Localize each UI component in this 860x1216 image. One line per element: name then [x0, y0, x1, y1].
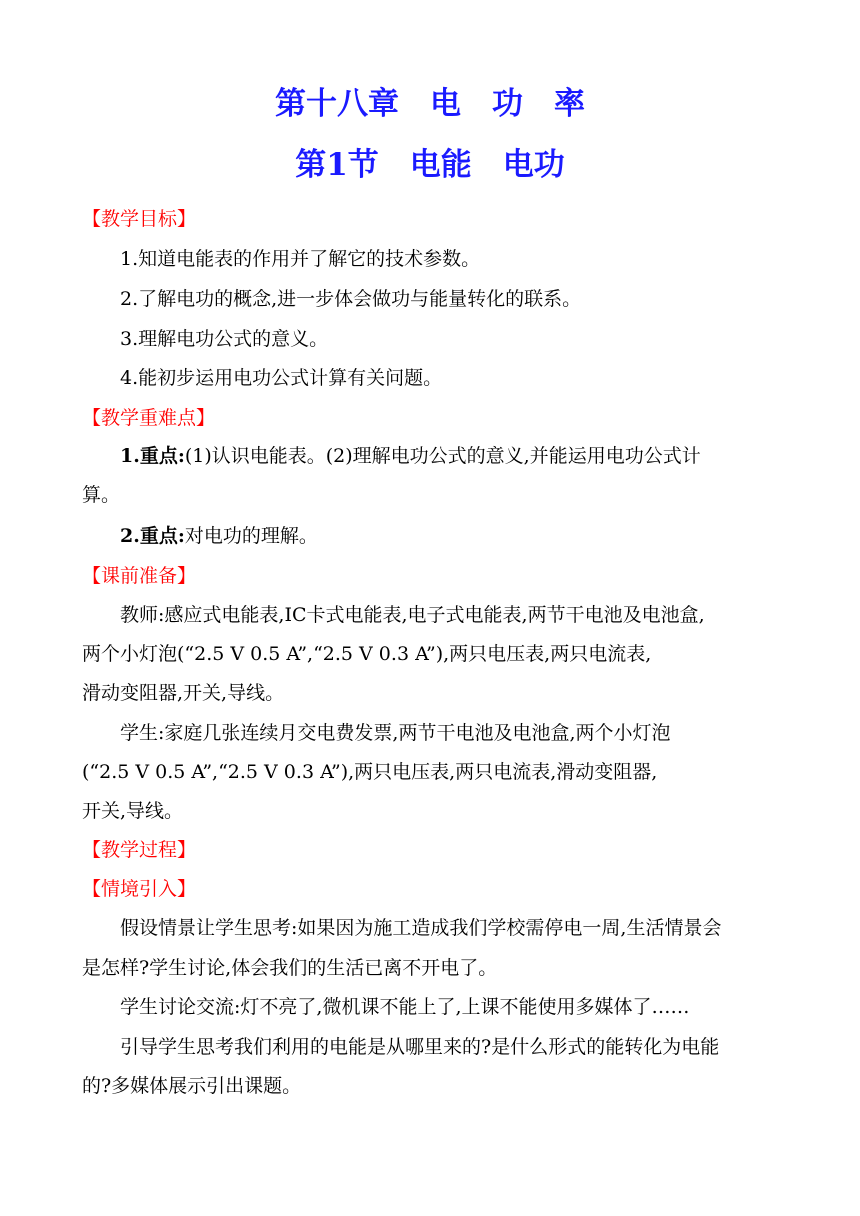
- intro-heading: 【情境引入】: [82, 878, 197, 900]
- objective-item: 4.能初步运用电功公式计算有关问题。: [120, 367, 443, 389]
- teacher-prep-line: 滑动变阻器,开关,导线。: [82, 682, 285, 704]
- objective-item: 1.知道电能表的作用并了解它的技术参数。: [120, 248, 481, 270]
- objective-item: 2.了解电功的概念,进一步体会做功与能量转化的联系。: [120, 288, 582, 310]
- intro-line: 学生讨论交流:灯不亮了,微机课不能上了,上课不能使用多媒体了……: [120, 996, 690, 1018]
- intro-line: 假设情景让学生思考:如果因为施工造成我们学校需停电一周,生活情景会: [120, 917, 722, 939]
- key-point-2-text: 对电功的理解。: [184, 525, 318, 547]
- key-point-1-label: 1.重点:: [120, 445, 185, 467]
- objectives-heading: 【教学目标】: [82, 208, 197, 230]
- chapter-title: 第十八章 电 功 率: [275, 86, 585, 122]
- intro-line: 是怎样?学生讨论,体会我们的生活已离不开电了。: [82, 957, 498, 979]
- key-point-1-continuation: 算。: [82, 484, 121, 506]
- intro-line: 的?多媒体展示引出课题。: [82, 1075, 302, 1097]
- key-point-2: [120, 522, 318, 550]
- teacher-prep-line: 两个小灯泡(“2.5 V 0.5 A”,“2.5 V 0.3 A”),两只电压表,两只电流表,: [82, 643, 652, 665]
- key-point-1-text: (1)认识电能表。(2)理解电功公式的意义,并能运用电功公式计: [184, 445, 701, 467]
- key-points-heading: 【教学重难点】: [82, 407, 216, 429]
- teacher-prep-line: 教师:感应式电能表,IC卡式电能表,电子式电能表,两节干电池及电池盒,: [120, 604, 705, 626]
- student-prep-line: (“2.5 V 0.5 A”,“2.5 V 0.3 A”),两只电压表,两只电流表,滑动变阻器,: [82, 761, 658, 783]
- key-point-1: [120, 442, 701, 470]
- student-prep-line: 开关,导线。: [82, 800, 184, 822]
- student-prep-line: 学生:家庭几张连续月交电费发票,两节干电池及电池盒,两个小灯泡: [120, 722, 671, 744]
- intro-line: 引导学生思考我们利用的电能是从哪里来的?是什么形式的能转化为电能: [120, 1036, 720, 1058]
- section-title: 第1节 电能 电功: [295, 147, 565, 183]
- preparation-heading: 【课前准备】: [82, 565, 197, 587]
- process-heading: 【教学过程】: [82, 839, 197, 861]
- objective-item: 3.理解电功公式的意义。: [120, 328, 329, 350]
- key-point-2-label: 2.重点:: [120, 525, 185, 547]
